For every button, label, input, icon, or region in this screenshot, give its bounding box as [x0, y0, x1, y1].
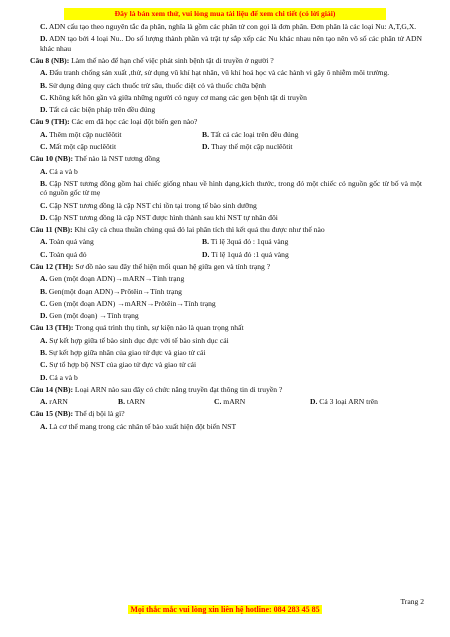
hotline-footer	[0, 605, 450, 615]
question-number: Câu 9 (TH):	[30, 117, 70, 127]
option-letter: C.	[40, 22, 48, 31]
option-text: ADN cấu tạo theo nguyên tắc đa phân, nghĩa là gồm các phân tử con gọi là đơn phân. Đơn phân là các loại Nu: A,T,G,X.	[47, 22, 417, 31]
option-text: Tất cả các loại trên đều đúng	[208, 129, 299, 139]
answer-option	[30, 250, 202, 259]
question-heading	[30, 385, 422, 394]
option-letter: A.	[40, 166, 48, 176]
answer-option	[30, 130, 202, 139]
option-text: Tỉ lệ 1quả đỏ :1 quả vàng	[209, 249, 289, 259]
answer-option	[30, 142, 202, 151]
option-letter: C.	[40, 92, 48, 102]
option-letter: A.	[40, 237, 48, 247]
answer-option	[30, 237, 202, 246]
question-number: Câu 10 (NB):	[30, 154, 74, 164]
option-letter: B.	[40, 178, 47, 188]
answer-option	[30, 397, 118, 406]
answer-row	[30, 397, 422, 406]
option-letter: B.	[202, 237, 209, 247]
hotline-text: Mọi thắc mắc vui lòng xin liên hệ hotline: 084 283 45 85	[130, 605, 320, 614]
option-letter: A.	[40, 335, 48, 345]
question-heading	[30, 154, 422, 163]
option-text: Cặp NST tương đồng là cặp NST được hình thành sau khi NST tự nhân đôi	[47, 212, 278, 222]
option-text: Gen (một đoạn) →Tính trạng	[47, 311, 139, 321]
option-text: Cặp NST tương đồng là cặp NST chỉ tồn tại trong tế bào sinh dưỡng	[47, 200, 257, 210]
option-letter: D.	[310, 397, 318, 407]
question-content	[30, 22, 422, 434]
answer-option	[30, 68, 422, 77]
answer-option	[30, 167, 422, 176]
answer-option	[118, 397, 214, 406]
answer-option	[214, 397, 310, 406]
question-text: Thế nào là NST tương đồng	[73, 154, 160, 164]
option-text: mARN	[221, 397, 246, 407]
option-letter: D.	[40, 34, 48, 44]
option-text: Gen (một đoạn ADN)→mARN→Tính trạng	[47, 274, 185, 284]
option-letter: C.	[40, 360, 48, 370]
question-heading	[30, 225, 422, 234]
answer-row	[30, 130, 422, 139]
question-text: Loại ARN nào sau đây có chức năng truyền đạt thông tin di truyền ?	[73, 384, 283, 394]
option-text: Không kết hôn gần và giữa những người có nguy cơ mang các gen bệnh tật di truyền	[47, 92, 307, 102]
option-letter: C.	[40, 200, 48, 210]
answer-option	[30, 373, 422, 382]
option-letter: B.	[118, 397, 125, 407]
question-text: Các em đã học các loại đột biến gen nào?	[69, 117, 198, 127]
option-letter: A.	[40, 274, 48, 284]
answer-option	[202, 237, 422, 246]
answer-option	[30, 34, 422, 53]
option-text: Sự kết hợp giữa tế bào sinh dục đực với tế bào sinh dục cái	[47, 335, 229, 345]
option-letter: C.	[40, 249, 48, 259]
option-text: ADN tạo bởi 4 loại Nu.. Do số lượng thành phần và trật tự sắp xếp các Nu khác nhau nên tạo nên vô số các phân tử ADN khác nhau	[40, 34, 422, 53]
answer-option	[202, 130, 422, 139]
question-text: Trong quá trình thụ tinh, sự kiện nào là quan trọng nhất	[73, 323, 244, 333]
option-text: Sự tổ hợp bộ NST của giao tử đực và giao tử cái	[47, 360, 197, 370]
question-text: Làm thế nào để hạn chế việc phát sinh bệnh tật di truyền ở người ?	[69, 56, 274, 66]
question-heading	[30, 56, 422, 65]
answer-option	[30, 348, 422, 357]
option-letter: D.	[40, 105, 48, 115]
answer-option	[30, 81, 422, 90]
answer-option	[202, 142, 422, 151]
option-letter: B.	[40, 286, 47, 296]
answer-row	[30, 250, 422, 259]
option-text: Cả 3 loại ARN trên	[317, 397, 378, 407]
question-number: Câu 13 (TH):	[30, 323, 74, 333]
option-letter: D.	[40, 372, 48, 382]
question-heading	[30, 117, 422, 126]
preview-banner: Đây là bản xem thử, vui lòng mua tài liệu để xem chi tiết (có lời giải)	[64, 8, 386, 20]
answer-option	[30, 274, 422, 283]
option-letter: D.	[202, 249, 210, 259]
option-text: Gen (một đoạn ADN) →mARN→Prôtêin→Tính trạng	[47, 298, 216, 308]
option-letter: C.	[40, 142, 48, 152]
page-number: Trang 2	[400, 597, 424, 606]
option-letter: A.	[40, 421, 48, 431]
option-text: Toàn quả đỏ	[47, 249, 87, 259]
option-letter: B.	[40, 80, 47, 90]
option-letter: D.	[202, 142, 210, 152]
answer-option	[30, 360, 422, 369]
answer-option	[30, 336, 422, 345]
option-letter: B.	[202, 129, 209, 139]
question-number: Câu 11 (NB):	[30, 225, 73, 235]
answer-option	[30, 213, 422, 222]
answer-row	[30, 142, 422, 151]
question-heading	[30, 262, 422, 271]
option-text: Sử dụng đúng quy cách thuốc trừ sâu, thuốc diệt cỏ và thuốc chữa bệnh	[46, 80, 266, 90]
question-heading	[30, 409, 422, 418]
question-number: Câu 15 (NB):	[30, 409, 74, 419]
option-text: Sự kết hợp giữa nhân của giao tử đực và giao tử cái	[46, 348, 206, 357]
option-text: Cả a và b	[47, 166, 78, 176]
option-letter: A.	[40, 68, 48, 78]
option-letter: D.	[40, 212, 48, 222]
option-letter: C.	[214, 397, 222, 407]
option-text: Gen(một đoạn ADN)→Prôtêin→Tính trạng	[46, 286, 182, 296]
answer-option	[30, 93, 422, 102]
option-text: Tỉ lệ 3quả đỏ : 1quả vàng	[208, 237, 289, 247]
answer-option	[202, 250, 422, 259]
option-letter: C.	[40, 298, 48, 308]
question-text: Khi cây cà chua thuần chủng quả đỏ lai phân tích thì kết quả thu được như thế nào	[72, 225, 325, 235]
option-text: Mất một cặp nuclêôtit	[47, 142, 117, 152]
question-number: Câu 12 (TH):	[30, 262, 74, 272]
option-text: Tất cả các biện pháp trên đều đúng	[47, 105, 156, 115]
option-text: Toàn quả vàng	[47, 237, 94, 247]
answer-option	[30, 201, 422, 210]
option-letter: D.	[40, 311, 48, 321]
answer-option	[30, 105, 422, 114]
question-text: Sơ đồ nào sau đây thể hiện mối quan hệ giữa gen và tính trạng ?	[73, 262, 271, 272]
question-number: Câu 14 (NB):	[30, 384, 74, 394]
option-letter: B.	[40, 348, 47, 357]
option-text: Cặp NST tương đồng gồm hai chiếc giống nhau về hình dạng,kích thước, trong đó một chiếc có nguồn gốc từ bố và một có nguồn gốc từ mẹ	[40, 178, 422, 198]
answer-option	[30, 422, 422, 431]
answer-option	[30, 311, 422, 320]
option-text: Là cơ thể mang trong các nhân tế bào xuất hiện đột biến NST	[47, 421, 237, 431]
answer-row	[30, 237, 422, 246]
question-text: Thể dị bội là gì?	[73, 409, 125, 419]
question-heading	[30, 323, 422, 332]
option-text: Đấu tranh chống sản xuất ,thử, sử dụng vũ khí hạt nhân, vũ khí hoá học và các hành vi gây ô nhiễm môi trường.	[47, 68, 390, 78]
answer-option	[310, 397, 406, 406]
answer-option	[30, 287, 422, 296]
option-text: Cả a và b	[47, 372, 78, 382]
answer-option	[30, 179, 422, 198]
answer-option	[30, 299, 422, 308]
answer-option	[30, 22, 422, 31]
option-letter: A.	[40, 397, 48, 407]
option-text: Thêm một cặp nuclêôtit	[47, 129, 122, 139]
option-letter: A.	[40, 129, 48, 139]
option-text: Thay thế một cặp nuclêôtit	[209, 142, 293, 152]
option-text: rARN	[47, 397, 68, 407]
question-number: Câu 8 (NB):	[30, 56, 70, 66]
option-text: tARN	[124, 397, 146, 407]
